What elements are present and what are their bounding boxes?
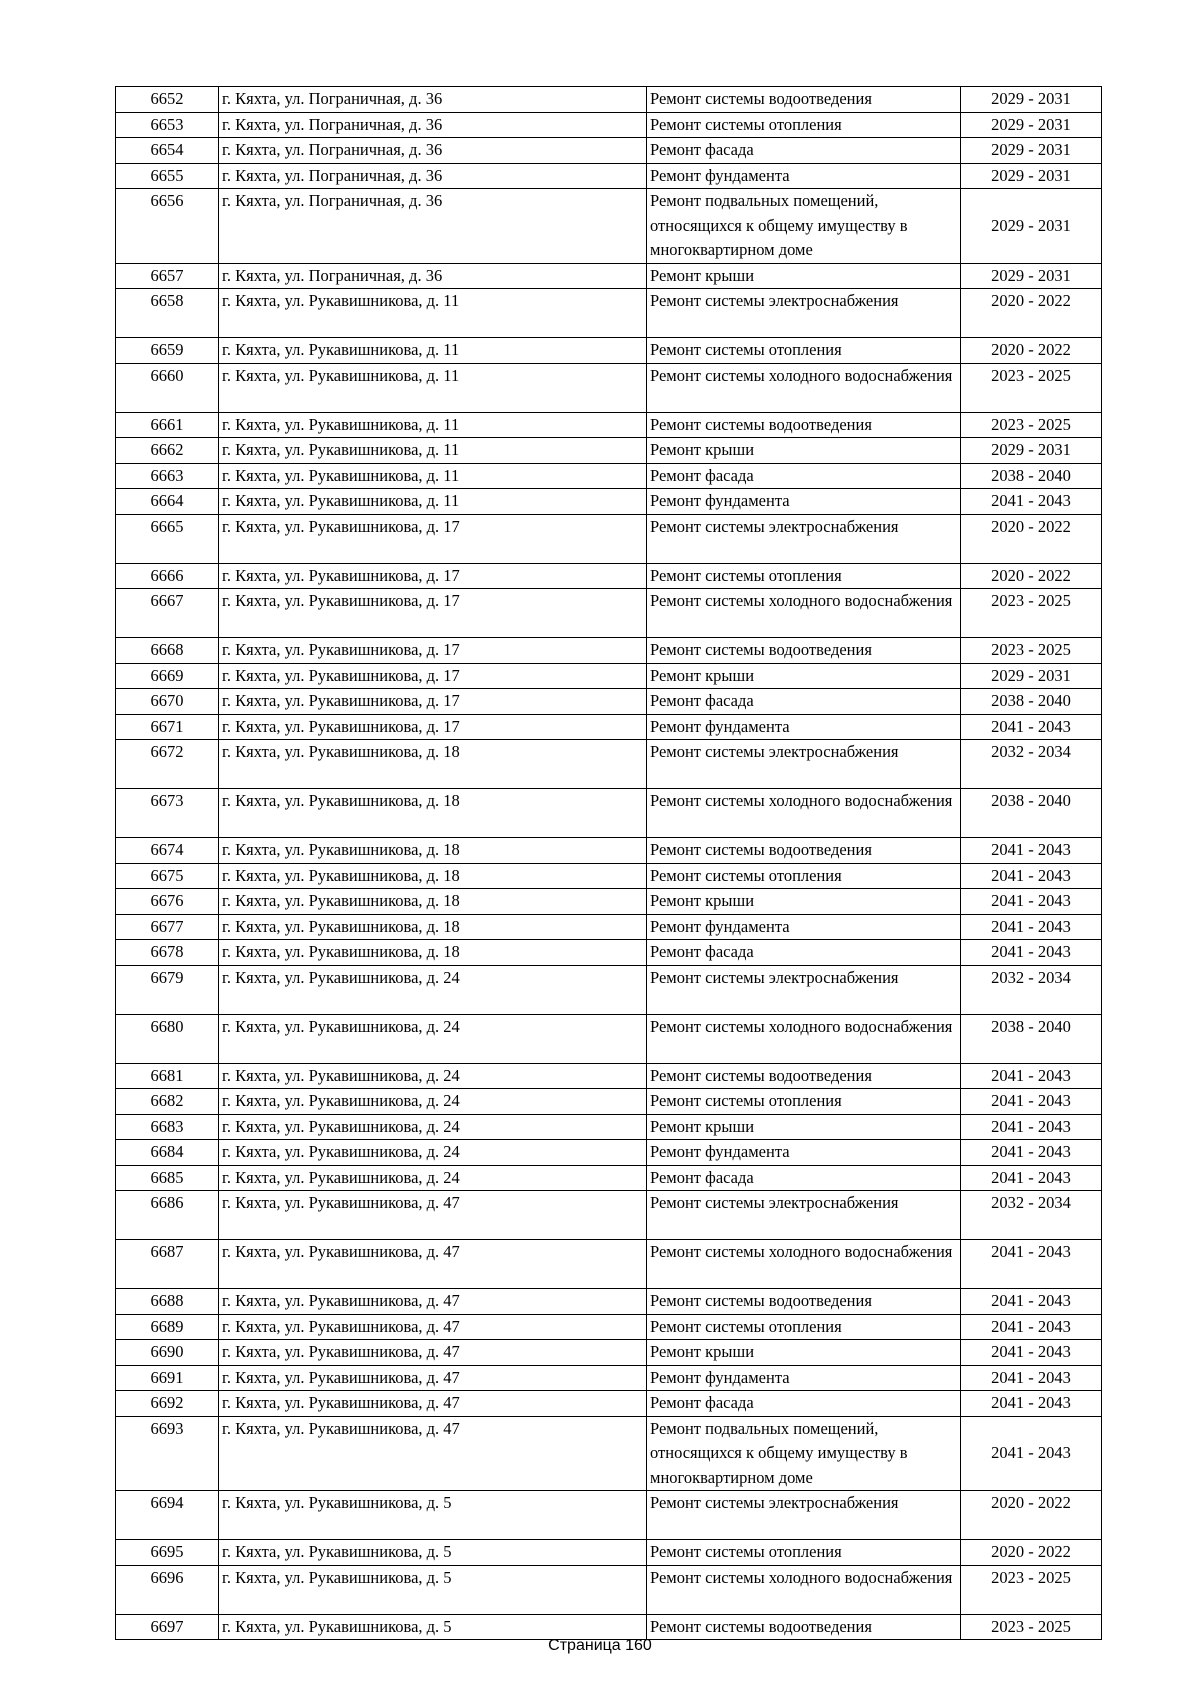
address-cell: г. Кяхта, ул. Рукавишникова, д. 18 xyxy=(219,940,647,966)
address-cell: г. Кяхта, ул. Рукавишникова, д. 11 xyxy=(219,438,647,464)
table-row xyxy=(116,1114,1102,1140)
period-cell: 2041 - 2043 xyxy=(961,1063,1102,1089)
work-type-cell: Ремонт фундамента xyxy=(647,1140,961,1166)
period-cell: 2020 - 2022 xyxy=(961,1491,1102,1540)
work-type-cell: Ремонт подвальных помещений, относящихся к общему имуществу в многоквартирном доме xyxy=(647,1416,961,1491)
table-row xyxy=(116,1240,1102,1289)
table-row xyxy=(116,489,1102,515)
address-cell: г. Кяхта, ул. Рукавишникова, д. 18 xyxy=(219,740,647,789)
period-cell: 2041 - 2043 xyxy=(961,1240,1102,1289)
address-cell: г. Кяхта, ул. Рукавишникова, д. 11 xyxy=(219,289,647,338)
period-cell: 2041 - 2043 xyxy=(961,1165,1102,1191)
period-cell: 2023 - 2025 xyxy=(961,1565,1102,1614)
table-row xyxy=(116,289,1102,338)
row-number-cell: 6691 xyxy=(116,1365,219,1391)
work-type-cell: Ремонт системы отопления xyxy=(647,1314,961,1340)
period-cell: 2029 - 2031 xyxy=(961,112,1102,138)
address-cell: г. Кяхта, ул. Пограничная, д. 36 xyxy=(219,163,647,189)
row-number-cell: 6655 xyxy=(116,163,219,189)
work-type-cell: Ремонт системы водоотведения xyxy=(647,412,961,438)
work-type-cell: Ремонт крыши xyxy=(647,438,961,464)
work-type-cell: Ремонт системы водоотведения xyxy=(647,1289,961,1315)
address-cell: г. Кяхта, ул. Рукавишникова, д. 24 xyxy=(219,1165,647,1191)
work-type-cell: Ремонт крыши xyxy=(647,1114,961,1140)
row-number-cell: 6685 xyxy=(116,1165,219,1191)
address-cell: г. Кяхта, ул. Рукавишникова, д. 18 xyxy=(219,838,647,864)
row-number-cell: 6677 xyxy=(116,914,219,940)
table-row xyxy=(116,789,1102,838)
period-cell: 2032 - 2034 xyxy=(961,1191,1102,1240)
row-number-cell: 6660 xyxy=(116,363,219,412)
period-cell: 2038 - 2040 xyxy=(961,1014,1102,1063)
work-type-cell: Ремонт системы отопления xyxy=(647,863,961,889)
table-row xyxy=(116,463,1102,489)
row-number-cell: 6684 xyxy=(116,1140,219,1166)
period-cell: 2020 - 2022 xyxy=(961,514,1102,563)
address-cell: г. Кяхта, ул. Рукавишникова, д. 5 xyxy=(219,1565,647,1614)
table-row xyxy=(116,338,1102,364)
address-cell: г. Кяхта, ул. Рукавишникова, д. 5 xyxy=(219,1540,647,1566)
row-number-cell: 6686 xyxy=(116,1191,219,1240)
row-number-cell: 6687 xyxy=(116,1240,219,1289)
work-type-cell: Ремонт системы электроснабжения xyxy=(647,514,961,563)
address-cell: г. Кяхта, ул. Рукавишникова, д. 17 xyxy=(219,663,647,689)
table-row xyxy=(116,1089,1102,1115)
address-cell: г. Кяхта, ул. Рукавишникова, д. 5 xyxy=(219,1614,647,1640)
period-cell: 2020 - 2022 xyxy=(961,563,1102,589)
address-cell: г. Кяхта, ул. Рукавишникова, д. 11 xyxy=(219,338,647,364)
work-type-cell: Ремонт системы холодного водоснабжения xyxy=(647,1240,961,1289)
work-type-cell: Ремонт крыши xyxy=(647,663,961,689)
period-cell: 2041 - 2043 xyxy=(961,1089,1102,1115)
address-cell: г. Кяхта, ул. Рукавишникова, д. 11 xyxy=(219,489,647,515)
period-cell: 2038 - 2040 xyxy=(961,463,1102,489)
work-type-cell: Ремонт системы электроснабжения xyxy=(647,289,961,338)
work-type-cell: Ремонт системы электроснабжения xyxy=(647,1191,961,1240)
work-type-cell: Ремонт фасада xyxy=(647,1391,961,1417)
page-number: Страница 160 xyxy=(548,1637,652,1654)
work-type-cell: Ремонт системы отопления xyxy=(647,112,961,138)
table-row xyxy=(116,563,1102,589)
address-cell: г. Кяхта, ул. Рукавишникова, д. 18 xyxy=(219,914,647,940)
work-type-cell: Ремонт крыши xyxy=(647,889,961,915)
work-type-cell: Ремонт фасада xyxy=(647,1165,961,1191)
table-row xyxy=(116,1289,1102,1315)
work-type-cell: Ремонт системы отопления xyxy=(647,1089,961,1115)
period-cell: 2041 - 2043 xyxy=(961,1140,1102,1166)
table-row xyxy=(116,940,1102,966)
row-number-cell: 6666 xyxy=(116,563,219,589)
table-row xyxy=(116,914,1102,940)
work-type-cell: Ремонт системы электроснабжения xyxy=(647,1491,961,1540)
work-type-cell: Ремонт крыши xyxy=(647,263,961,289)
row-number-cell: 6656 xyxy=(116,189,219,264)
row-number-cell: 6682 xyxy=(116,1089,219,1115)
table-row xyxy=(116,1391,1102,1417)
row-number-cell: 6670 xyxy=(116,689,219,715)
period-cell: 2023 - 2025 xyxy=(961,412,1102,438)
table-row xyxy=(116,638,1102,664)
address-cell: г. Кяхта, ул. Рукавишникова, д. 24 xyxy=(219,1140,647,1166)
address-cell: г. Кяхта, ул. Рукавишникова, д. 17 xyxy=(219,589,647,638)
table-row xyxy=(116,714,1102,740)
work-type-cell: Ремонт фасада xyxy=(647,138,961,164)
table-row xyxy=(116,740,1102,789)
table-row xyxy=(116,1340,1102,1366)
address-cell: г. Кяхта, ул. Рукавишникова, д. 18 xyxy=(219,863,647,889)
row-number-cell: 6695 xyxy=(116,1540,219,1566)
table-row xyxy=(116,87,1102,113)
work-type-cell: Ремонт крыши xyxy=(647,1340,961,1366)
work-type-cell: Ремонт фундамента xyxy=(647,1365,961,1391)
address-cell: г. Кяхта, ул. Рукавишникова, д. 47 xyxy=(219,1191,647,1240)
work-type-cell: Ремонт системы холодного водоснабжения xyxy=(647,789,961,838)
work-type-cell: Ремонт системы электроснабжения xyxy=(647,740,961,789)
address-cell: г. Кяхта, ул. Рукавишникова, д. 47 xyxy=(219,1391,647,1417)
period-cell: 2038 - 2040 xyxy=(961,689,1102,715)
row-number-cell: 6688 xyxy=(116,1289,219,1315)
work-type-cell: Ремонт системы отопления xyxy=(647,563,961,589)
work-type-cell: Ремонт подвальных помещений, относящихся к общему имуществу в многоквартирном доме xyxy=(647,189,961,264)
address-cell: г. Кяхта, ул. Рукавишникова, д. 17 xyxy=(219,514,647,563)
period-cell: 2029 - 2031 xyxy=(961,663,1102,689)
row-number-cell: 6652 xyxy=(116,87,219,113)
period-cell: 2020 - 2022 xyxy=(961,338,1102,364)
period-cell: 2041 - 2043 xyxy=(961,1391,1102,1417)
work-type-cell: Ремонт системы холодного водоснабжения xyxy=(647,589,961,638)
address-cell: г. Кяхта, ул. Рукавишникова, д. 18 xyxy=(219,789,647,838)
address-cell: г. Кяхта, ул. Рукавишникова, д. 17 xyxy=(219,563,647,589)
period-cell: 2029 - 2031 xyxy=(961,189,1102,264)
row-number-cell: 6671 xyxy=(116,714,219,740)
address-cell: г. Кяхта, ул. Рукавишникова, д. 47 xyxy=(219,1340,647,1366)
row-number-cell: 6689 xyxy=(116,1314,219,1340)
work-type-cell: Ремонт фундамента xyxy=(647,489,961,515)
row-number-cell: 6674 xyxy=(116,838,219,864)
work-type-cell: Ремонт системы водоотведения xyxy=(647,838,961,864)
row-number-cell: 6675 xyxy=(116,863,219,889)
work-type-cell: Ремонт системы водоотведения xyxy=(647,638,961,664)
work-type-cell: Ремонт фасада xyxy=(647,940,961,966)
row-number-cell: 6653 xyxy=(116,112,219,138)
address-cell: г. Кяхта, ул. Рукавишникова, д. 47 xyxy=(219,1416,647,1491)
period-cell: 2041 - 2043 xyxy=(961,1416,1102,1491)
row-number-cell: 6658 xyxy=(116,289,219,338)
table-row xyxy=(116,863,1102,889)
period-cell: 2032 - 2034 xyxy=(961,740,1102,789)
table-body xyxy=(116,87,1102,1640)
row-number-cell: 6672 xyxy=(116,740,219,789)
table-row xyxy=(116,1540,1102,1566)
address-cell: г. Кяхта, ул. Рукавишникова, д. 5 xyxy=(219,1491,647,1540)
work-type-cell: Ремонт фасада xyxy=(647,463,961,489)
period-cell: 2041 - 2043 xyxy=(961,863,1102,889)
period-cell: 2029 - 2031 xyxy=(961,263,1102,289)
table-row xyxy=(116,1014,1102,1063)
period-cell: 2029 - 2031 xyxy=(961,438,1102,464)
table-row xyxy=(116,889,1102,915)
row-number-cell: 6693 xyxy=(116,1416,219,1491)
row-number-cell: 6696 xyxy=(116,1565,219,1614)
table-row xyxy=(116,1314,1102,1340)
table-row xyxy=(116,838,1102,864)
work-type-cell: Ремонт фундамента xyxy=(647,914,961,940)
period-cell: 2023 - 2025 xyxy=(961,589,1102,638)
row-number-cell: 6690 xyxy=(116,1340,219,1366)
work-type-cell: Ремонт системы отопления xyxy=(647,338,961,364)
period-cell: 2041 - 2043 xyxy=(961,714,1102,740)
period-cell: 2041 - 2043 xyxy=(961,1340,1102,1366)
row-number-cell: 6673 xyxy=(116,789,219,838)
table-row xyxy=(116,1491,1102,1540)
row-number-cell: 6668 xyxy=(116,638,219,664)
address-cell: г. Кяхта, ул. Пограничная, д. 36 xyxy=(219,87,647,113)
address-cell: г. Кяхта, ул. Рукавишникова, д. 11 xyxy=(219,363,647,412)
table-row xyxy=(116,689,1102,715)
address-cell: г. Кяхта, ул. Рукавишникова, д. 47 xyxy=(219,1289,647,1315)
table-row xyxy=(116,189,1102,264)
table-row xyxy=(116,663,1102,689)
period-cell: 2023 - 2025 xyxy=(961,1614,1102,1640)
work-type-cell: Ремонт системы водоотведения xyxy=(647,1614,961,1640)
period-cell: 2041 - 2043 xyxy=(961,940,1102,966)
address-cell: г. Кяхта, ул. Рукавишникова, д. 24 xyxy=(219,965,647,1014)
address-cell: г. Кяхта, ул. Рукавишникова, д. 11 xyxy=(219,463,647,489)
table-row xyxy=(116,1416,1102,1491)
row-number-cell: 6683 xyxy=(116,1114,219,1140)
period-cell: 2020 - 2022 xyxy=(961,1540,1102,1566)
address-cell: г. Кяхта, ул. Рукавишникова, д. 18 xyxy=(219,889,647,915)
address-cell: г. Кяхта, ул. Пограничная, д. 36 xyxy=(219,263,647,289)
table-row xyxy=(116,1565,1102,1614)
period-cell: 2041 - 2043 xyxy=(961,1365,1102,1391)
period-cell: 2023 - 2025 xyxy=(961,363,1102,412)
table-row xyxy=(116,412,1102,438)
address-cell: г. Кяхта, ул. Рукавишникова, д. 24 xyxy=(219,1089,647,1115)
period-cell: 2041 - 2043 xyxy=(961,489,1102,515)
row-number-cell: 6679 xyxy=(116,965,219,1014)
works-table xyxy=(115,86,1102,1640)
period-cell: 2041 - 2043 xyxy=(961,1114,1102,1140)
address-cell: г. Кяхта, ул. Рукавишникова, д. 24 xyxy=(219,1114,647,1140)
table-row xyxy=(116,112,1102,138)
row-number-cell: 6664 xyxy=(116,489,219,515)
table-row xyxy=(116,1063,1102,1089)
address-cell: г. Кяхта, ул. Пограничная, д. 36 xyxy=(219,138,647,164)
work-type-cell: Ремонт системы электроснабжения xyxy=(647,965,961,1014)
table-row xyxy=(116,514,1102,563)
table-row xyxy=(116,163,1102,189)
row-number-cell: 6654 xyxy=(116,138,219,164)
period-cell: 2041 - 2043 xyxy=(961,838,1102,864)
row-number-cell: 6680 xyxy=(116,1014,219,1063)
period-cell: 2029 - 2031 xyxy=(961,87,1102,113)
work-type-cell: Ремонт системы холодного водоснабжения xyxy=(647,1014,961,1063)
table-row xyxy=(116,138,1102,164)
row-number-cell: 6665 xyxy=(116,514,219,563)
table-row xyxy=(116,438,1102,464)
address-cell: г. Кяхта, ул. Рукавишникова, д. 24 xyxy=(219,1014,647,1063)
period-cell: 2029 - 2031 xyxy=(961,138,1102,164)
work-type-cell: Ремонт системы холодного водоснабжения xyxy=(647,363,961,412)
address-cell: г. Кяхта, ул. Рукавишникова, д. 17 xyxy=(219,714,647,740)
table-row xyxy=(116,263,1102,289)
table-row xyxy=(116,1191,1102,1240)
address-cell: г. Кяхта, ул. Пограничная, д. 36 xyxy=(219,112,647,138)
row-number-cell: 6667 xyxy=(116,589,219,638)
row-number-cell: 6697 xyxy=(116,1614,219,1640)
address-cell: г. Кяхта, ул. Рукавишникова, д. 47 xyxy=(219,1365,647,1391)
row-number-cell: 6662 xyxy=(116,438,219,464)
table-row xyxy=(116,1165,1102,1191)
address-cell: г. Кяхта, ул. Рукавишникова, д. 24 xyxy=(219,1063,647,1089)
row-number-cell: 6663 xyxy=(116,463,219,489)
row-number-cell: 6694 xyxy=(116,1491,219,1540)
period-cell: 2038 - 2040 xyxy=(961,789,1102,838)
table-row xyxy=(116,965,1102,1014)
row-number-cell: 6659 xyxy=(116,338,219,364)
period-cell: 2041 - 2043 xyxy=(961,1289,1102,1315)
work-type-cell: Ремонт фундамента xyxy=(647,714,961,740)
row-number-cell: 6681 xyxy=(116,1063,219,1089)
table-row xyxy=(116,1140,1102,1166)
work-type-cell: Ремонт фундамента xyxy=(647,163,961,189)
row-number-cell: 6678 xyxy=(116,940,219,966)
address-cell: г. Кяхта, ул. Рукавишникова, д. 47 xyxy=(219,1314,647,1340)
period-cell: 2029 - 2031 xyxy=(961,163,1102,189)
row-number-cell: 6676 xyxy=(116,889,219,915)
row-number-cell: 6661 xyxy=(116,412,219,438)
work-type-cell: Ремонт системы водоотведения xyxy=(647,87,961,113)
period-cell: 2032 - 2034 xyxy=(961,965,1102,1014)
work-type-cell: Ремонт системы холодного водоснабжения xyxy=(647,1565,961,1614)
row-number-cell: 6657 xyxy=(116,263,219,289)
period-cell: 2041 - 2043 xyxy=(961,914,1102,940)
address-cell: г. Кяхта, ул. Рукавишникова, д. 17 xyxy=(219,689,647,715)
table-row xyxy=(116,363,1102,412)
address-cell: г. Кяхта, ул. Рукавишникова, д. 11 xyxy=(219,412,647,438)
address-cell: г. Кяхта, ул. Рукавишникова, д. 17 xyxy=(219,638,647,664)
period-cell: 2020 - 2022 xyxy=(961,289,1102,338)
period-cell: 2023 - 2025 xyxy=(961,638,1102,664)
address-cell: г. Кяхта, ул. Пограничная, д. 36 xyxy=(219,189,647,264)
row-number-cell: 6692 xyxy=(116,1391,219,1417)
address-cell: г. Кяхта, ул. Рукавишникова, д. 47 xyxy=(219,1240,647,1289)
table-row xyxy=(116,1365,1102,1391)
work-type-cell: Ремонт системы водоотведения xyxy=(647,1063,961,1089)
row-number-cell: 6669 xyxy=(116,663,219,689)
work-type-cell: Ремонт фасада xyxy=(647,689,961,715)
period-cell: 2041 - 2043 xyxy=(961,1314,1102,1340)
work-type-cell: Ремонт системы отопления xyxy=(647,1540,961,1566)
table-row xyxy=(116,589,1102,638)
period-cell: 2041 - 2043 xyxy=(961,889,1102,915)
